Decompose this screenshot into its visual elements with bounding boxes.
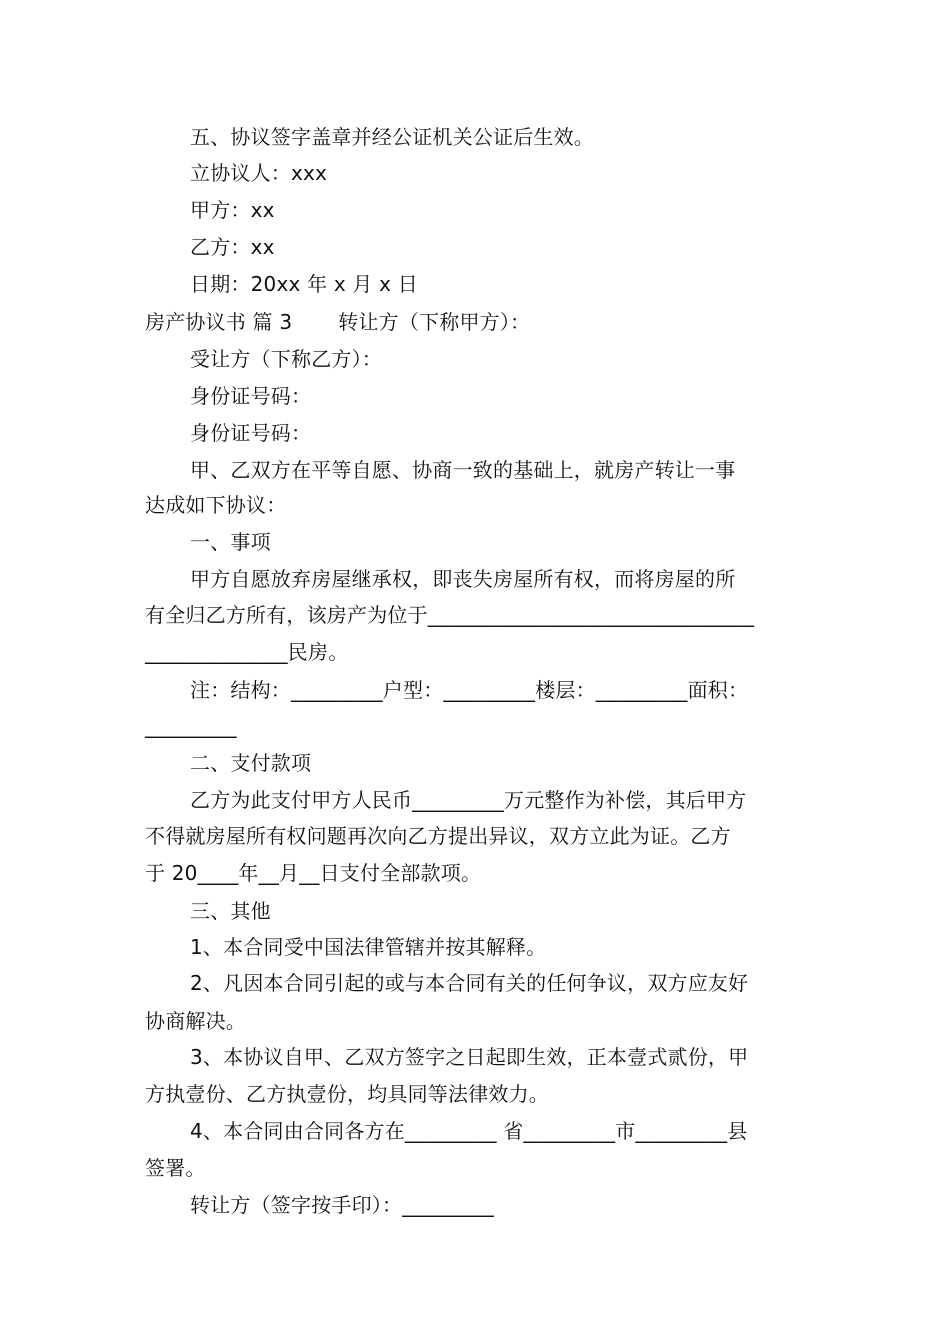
heading-other: 三、其他 (190, 899, 271, 923)
id-number-2: 身份证号码： (190, 421, 312, 445)
party-a: 甲方：xx (190, 198, 275, 222)
section-heading-line (145, 308, 815, 336)
clause-five: 五、协议签字盖章并经公证机关公证后生效。 (190, 125, 594, 149)
note-line-1: 注：结构：_________户型：_________楼层：_________面积： (190, 678, 749, 702)
date-line: 日期：20xx 年 x 月 x 日 (190, 272, 418, 296)
heading-matters: 一、事项 (190, 530, 271, 554)
other-item-2-line-1: 2、凡因本合同引起的或与本合同有关的任何争议，双方应友好 (190, 971, 749, 995)
transferor-signature: 转让方（签字按手印）：_________ (190, 1193, 494, 1217)
matters-line-2: 有全归乙方所有，该房产为位于________________________________ (145, 603, 755, 627)
other-item-1: 1、本合同受中国法律管辖并按其解释。 (190, 935, 547, 959)
other-item-4-line-1: 4、本合同由合同各方在_________ 省_________市_________县 (190, 1119, 748, 1143)
payment-line-1: 乙方为此支付甲方人民币_________万元整作为补偿，其后甲方 (190, 788, 747, 812)
agreement-party: 立协议人：xxx (190, 161, 328, 185)
payment-line-2: 不得就房屋所有权问题再次向乙方提出异议，双方立此为证。乙方 (145, 824, 731, 848)
other-item-3-line-1: 3、本协议自甲、乙双方签字之日起即生效，正本壹式贰份，甲 (190, 1045, 749, 1069)
transferor-label: 转让方（下称甲方）： (338, 310, 531, 334)
intro-paragraph-line-2: 达成如下协议： (145, 493, 287, 517)
other-item-2-line-2: 协商解决。 (145, 1009, 246, 1033)
party-b: 乙方：xx (190, 235, 275, 259)
other-item-4-line-2: 签署。 (145, 1156, 206, 1180)
payment-line-3: 于 20____年__月__日支付全部款项。 (145, 861, 482, 885)
matters-line-3: ______________民房。 (145, 640, 349, 664)
note-line-2: _________ (145, 714, 237, 738)
matters-line-1: 甲方自愿放弃房屋继承权，即丧失房屋所有权，而将房屋的所 (190, 567, 736, 591)
intro-paragraph-line-1: 甲、乙双方在平等自愿、协商一致的基础上，就房产转让一事 (190, 458, 736, 482)
other-item-3-line-2: 方执壹份、乙方执壹份，均具同等法律效力。 (145, 1082, 549, 1106)
section-title: 房产协议书 篇 3 (145, 310, 293, 334)
id-number-1: 身份证号码： (190, 384, 312, 408)
transferee-label: 受让方（下称乙方）： (190, 347, 382, 371)
heading-payment: 二、支付款项 (190, 751, 312, 775)
